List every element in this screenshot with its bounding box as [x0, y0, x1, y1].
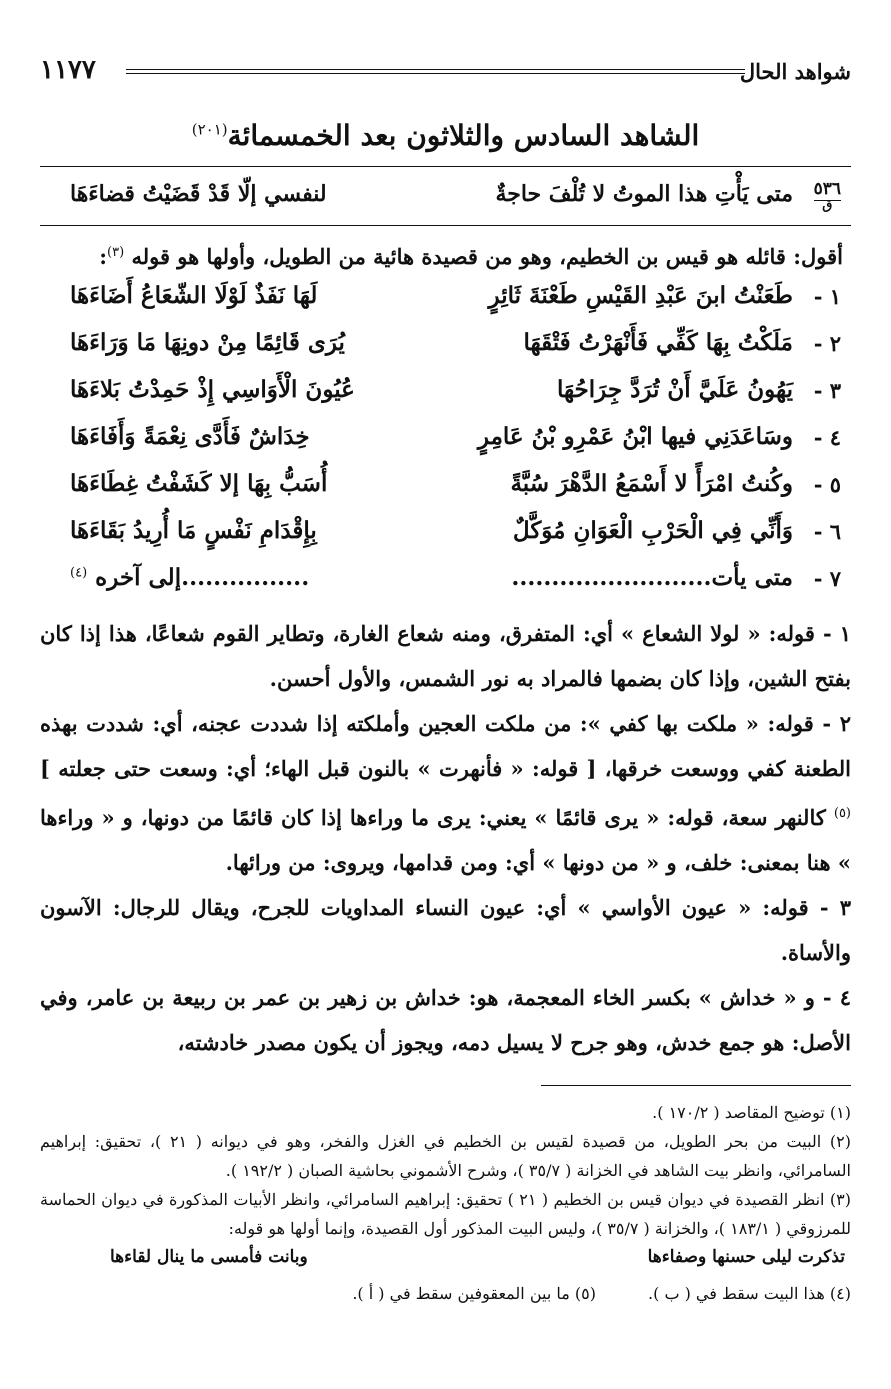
poem-hemistich-1: يَهُونُ عَلَيَّ أَنْ تُرَدَّ جِرَاحُهَا [556, 376, 793, 403]
footnote-verse [40, 1243, 851, 1273]
poem-line [40, 417, 851, 464]
verse-number [814, 179, 841, 211]
poem-hemistich-2: أُسَبُّ بِهَا إلا كَشَفْتُ غِطَاءَهَا [70, 470, 328, 497]
intro-text: أقول: قائله هو قيس بن الخطيم، وهو من قصيدة هائية من الطويل، وأولها هو قوله [131, 244, 843, 269]
footnote-4: (٤) هذا البيت سقط في ( ب ). [648, 1284, 851, 1303]
footnote-5: (٥) ما بين المعقوفين سقط في ( أ ). [352, 1284, 596, 1303]
poem-line-number: ٢ - [813, 331, 841, 356]
poem-hemistich-1: وسَاعَدَنِي فيها ابْنُ عَمْرِو بْنُ عَامِرٍ [477, 423, 793, 450]
verse-bottom-rule [40, 225, 851, 226]
poem-hemistich-1: وَأَنِّي فِي الْحَرْبِ الْعَوَانِ مُوَكَّلٌ [512, 517, 793, 544]
footnote-1: (١) توضيح المقاصد ( ١٧٠/٢ ). [652, 1103, 851, 1122]
commentary-paragraph [40, 701, 851, 885]
poem-hemistich-1: وكُنتُ امْرَأً لا أَسْمَعُ الدَّهْرَ سُبَّةً [510, 470, 793, 497]
commentary-text: ٢ - قوله: « ملكت بها كفي »: من ملكت العجين وأملكته إذا شددت عجنه، أي: شددت بهذه الطعنة كفي ووسعت خرقها، [ قوله: « فأنهرت » بالنون قبل الهاء؛ أي: وسعت حتى جعلته ] [40, 711, 851, 781]
poem-line [40, 370, 851, 417]
commentary-paragraph: ٣ - قوله: « عيون الأواسي » أي: عيون النساء المداويات للجرح، ويقال للرجال: الآسون والأساة. [40, 895, 851, 965]
main-verse-hemistich-2: لنفسي إلّا قَدْ قَضَيْتُ قضاءَهَا [70, 181, 327, 207]
poem-hemistich-2-text: ................إلى آخره [95, 564, 310, 591]
intro-tail: : [99, 244, 107, 269]
commentary-note-ref: (٥) [833, 806, 851, 821]
verse-source-mark: ق [814, 200, 841, 211]
poem-hemistich-2: خِدَاشٌ فَأَدَّى نِعْمَةً وَأَفَاءَهَا [70, 423, 310, 450]
running-title: شواهد الحال [739, 59, 851, 84]
main-verse-hemistich-1: متى يَأْتِ هذا الموتُ لا تُلْفَ حاجةٌ [495, 181, 793, 207]
poem-hemistich-1: طَعَنْتُ ابنَ عَبْدِ القَيْسِ طَعْنَةَ ثَائِرٍ [488, 282, 793, 309]
footnote-verse-hemistich-1: تذكرت ليلى حسنها وصفاءها [647, 1247, 845, 1267]
footnotes [40, 1098, 851, 1313]
poem-line-number: ٧ - [813, 566, 841, 591]
intro-note-ref: (٣) [107, 245, 125, 260]
commentary [40, 611, 851, 1065]
poem-hemistich-2 [70, 564, 309, 591]
commentary-paragraph: ٤ - و « خداش » بكسر الخاء المعجمة، هو: خداش بن زهير بن عمر بن ربيعة بن عامر، وفي الأصل: هو جمع خدش، وهو جرح لا يسيل دمه، ويجوز أن يكون مصدر خادشته، [40, 985, 851, 1055]
running-header [40, 55, 851, 85]
verse-number-value: ٥٣٦ [813, 179, 841, 199]
commentary-text-continued: كالنهر سعة، قوله: « يرى قائمًا » يعني: يرى ما وراءها إذا كان قائمًا من دونها، و « وراءها » هنا بمعنى: خلف، و « من دونها » أي: ومن قدامها، ويروى: من ورائها. [40, 805, 851, 875]
poem-hemistich-2: يُرَى قَائِمًا مِنْ دونِهَا مَا وَرَاءَهَا [70, 329, 345, 356]
main-verse [40, 167, 851, 225]
poem-hemistich-2: عُيُونَ الْأَوَاسِي إِذْ حَمِدْتُ بَلاءَهَا [70, 376, 355, 403]
poem-line-number: ٣ - [813, 378, 841, 403]
poem-line-number: ٥ - [813, 472, 841, 497]
chapter-note-ref: (٢٠١) [191, 120, 228, 139]
poem-hemistich-2: لَهَا نَفَذٌ لَوْلَا الشّعَاعُ أَضَاءَهَا [70, 282, 318, 309]
poem-hemistich-1: مَلَكْتُ بِهَا كَفِّي فَأَنْهَرْتُ فَتْقَهَا [523, 329, 793, 356]
poem-note-ref: (٤) [70, 565, 88, 581]
footnote-row [40, 1279, 851, 1313]
poem-hemistich-2: بِإِقْدَامِ نَفْسٍ مَا أُرِيدُ بَقَاءَهَا [70, 517, 317, 544]
intro-paragraph [40, 238, 851, 272]
header-rule [126, 69, 745, 74]
footnote-3: (٣) انظر القصيدة في ديوان قيس بن الخطيم ( ٢١ ) تحقيق: إبراهيم السامرائي، وانظر الأبيات المذكورة في ديوان الحماسة للمرزوقي ( ١٨٣/١ )، والخزانة ( ٣٥/٧ )، وليس البيت المذكور أول القصيدة، وإنما أولها هو قوله: [40, 1190, 851, 1238]
poem-line [40, 558, 851, 605]
poem-line-number: ٤ - [813, 425, 841, 450]
footnote-separator [541, 1085, 851, 1086]
page-number: ١١٧٧ [40, 55, 96, 85]
poem-line-number: ١ - [813, 284, 841, 309]
poem [40, 276, 851, 605]
footnote-2: (٢) البيت من بحر الطويل، من قصيدة لقيس بن الخطيم في الغزل والفخر، وهو في ديوانه ( ٢١ )، تحقيق: إبراهيم السامرائي، وانظر بيت الشاهد في الخزانة ( ٣٥/٧ )، وشرح الأشموني بحاشية الصبان ( ١٩٢/٢ ). [40, 1132, 852, 1180]
footnote-verse-hemistich-2: وبانت فأمسى ما ينال لقاءها [110, 1247, 308, 1267]
poem-hemistich-1: متى يأت......................... [511, 564, 793, 591]
poem-line [40, 323, 851, 370]
poem-line [40, 511, 851, 558]
chapter-title-text: الشاهد السادس والثلاثون بعد الخمسمائة [227, 119, 700, 152]
commentary-paragraph: ١ - قوله: « لولا الشعاع » أي: المتفرق، ومنه شعاع الغارة، وتطاير القوم شعاعًا، هذا إذا كان بفتح الشين، وإذا كان بضمها فالمراد به نور الشمس، والأول أحسن. [40, 621, 851, 691]
chapter-title [40, 119, 851, 152]
poem-line [40, 464, 851, 511]
page [40, 55, 851, 1313]
poem-line-number: ٦ - [813, 519, 841, 544]
poem-line [40, 276, 851, 323]
